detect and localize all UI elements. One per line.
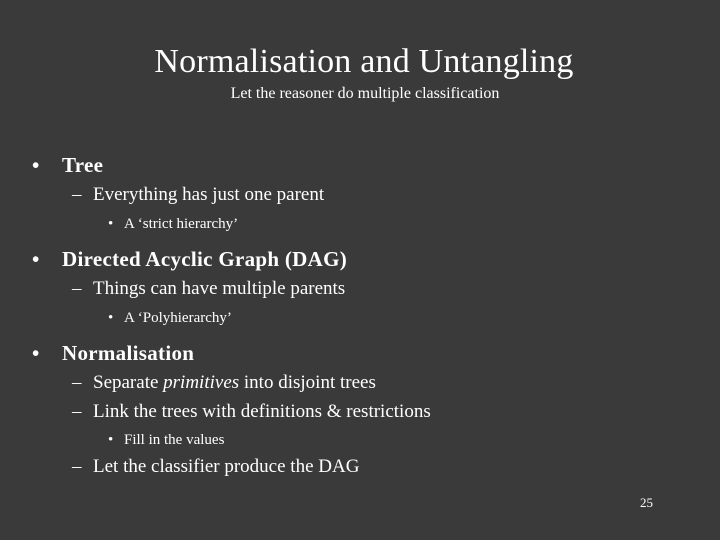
bullet-text: Tree	[62, 153, 104, 177]
sub-sub-bullet-dag-1	[108, 308, 232, 328]
bullet-icon: •	[108, 216, 114, 232]
sub-bullet-text: Let the classifier produce the DAG	[93, 456, 360, 477]
bullet-tree	[32, 152, 103, 178]
sub-bullet-text: Everything has just one parent	[93, 184, 325, 205]
sub-bullet-text-post: into disjoint trees	[239, 372, 376, 393]
sub-bullet-text-pre: Separate	[93, 372, 164, 393]
bullet-icon: •	[108, 432, 114, 448]
sub-bullet-norm-2	[72, 400, 431, 424]
sub-sub-bullet-text: A ‘Polyhierarchy’	[124, 310, 232, 326]
sub-sub-bullet-tree-1	[108, 214, 238, 234]
bullet-text: Directed Acyclic Graph (DAG)	[62, 247, 348, 271]
sub-bullet-dag-1	[72, 277, 345, 301]
dash-icon: –	[72, 401, 82, 422]
dash-icon: –	[72, 456, 82, 477]
page-number: 25	[640, 495, 653, 510]
slide-subtitle: Let the reasoner do multiple classification	[230, 85, 500, 102]
slide-title: Normalisation and Untangling	[154, 43, 574, 80]
bullet-icon: •	[108, 310, 114, 326]
bullet-dag	[32, 246, 347, 272]
sub-bullet-norm-3	[72, 455, 359, 479]
bullet-icon: •	[32, 153, 40, 177]
sub-bullet-text: Link the trees with definitions & restrictions	[93, 401, 431, 422]
dash-icon: –	[72, 184, 82, 205]
bullet-icon: •	[32, 247, 40, 271]
bullet-text: Normalisation	[62, 341, 195, 365]
sub-sub-bullet-norm-1	[108, 430, 224, 450]
sub-sub-bullet-text: Fill in the values	[124, 432, 225, 448]
dash-icon: –	[72, 278, 82, 299]
sub-bullet-text: Things can have multiple parents	[93, 278, 346, 299]
sub-bullet-norm-1	[72, 371, 376, 395]
sub-bullet-text-emphasis: primitives	[163, 372, 240, 393]
sub-sub-bullet-text: A ‘strict hierarchy’	[124, 216, 239, 232]
bullet-icon: •	[32, 341, 40, 365]
sub-bullet-tree-1	[72, 183, 324, 207]
dash-icon: –	[72, 372, 82, 393]
bullet-normalisation	[32, 340, 194, 366]
